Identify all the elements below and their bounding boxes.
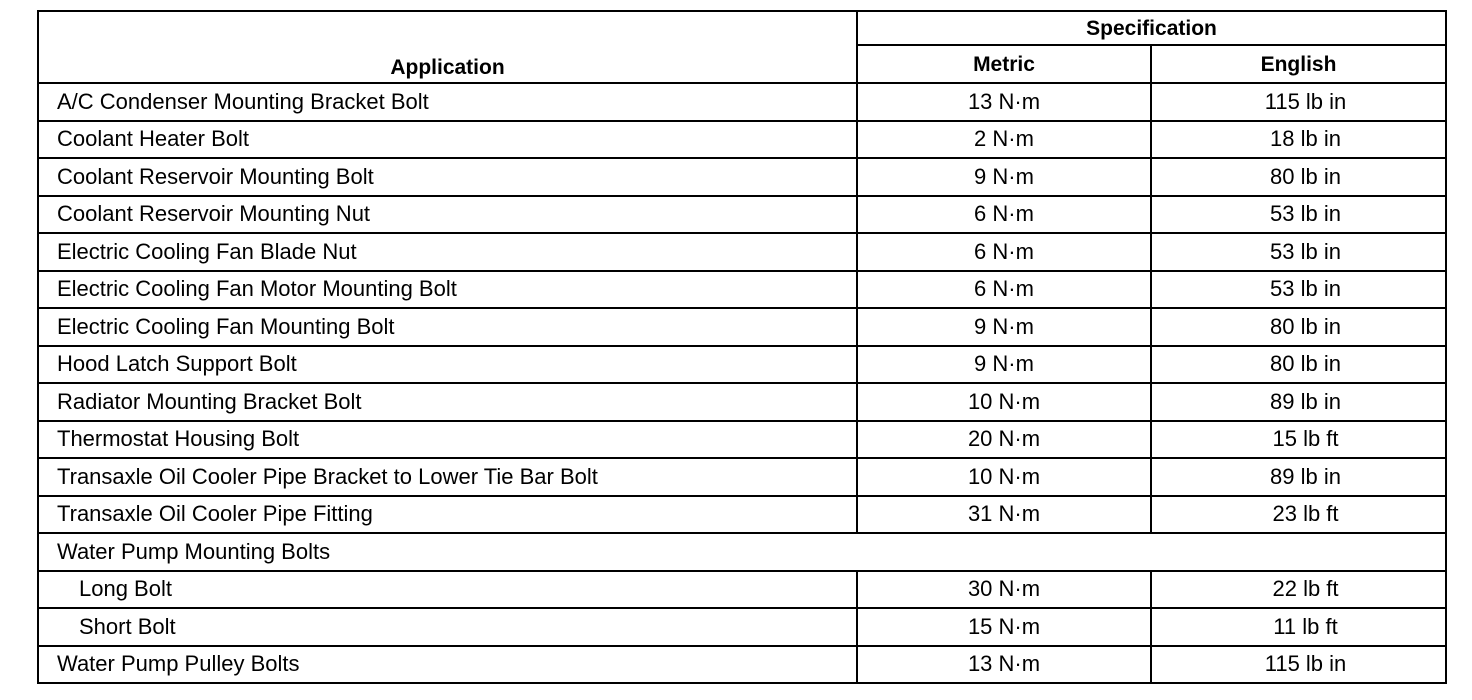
application-cell: Electric Cooling Fan Blade Nut <box>38 233 857 271</box>
sub-application-cell: Short Bolt <box>38 608 857 646</box>
table-row <box>38 646 1446 684</box>
table-row <box>38 83 1446 121</box>
english-cell: 80 lb in <box>1151 308 1446 346</box>
english-cell: 18 lb in <box>1151 121 1446 159</box>
english-cell: 115 lb in <box>1151 83 1446 121</box>
application-cell: Thermostat Housing Bolt <box>38 421 857 459</box>
application-cell: Transaxle Oil Cooler Pipe Fitting <box>38 496 857 534</box>
english-cell: 80 lb in <box>1151 346 1446 384</box>
group-title-cell: Water Pump Mounting Bolts <box>38 533 1446 571</box>
application-cell: Electric Cooling Fan Mounting Bolt <box>38 308 857 346</box>
metric-cell: 9 N·m <box>857 346 1151 384</box>
metric-cell: 15 N·m <box>857 608 1151 646</box>
application-cell: Water Pump Pulley Bolts <box>38 646 857 684</box>
sub-application-cell: Long Bolt <box>38 571 857 609</box>
application-cell: Coolant Reservoir Mounting Nut <box>38 196 857 234</box>
metric-cell: 13 N·m <box>857 646 1151 684</box>
metric-cell: 9 N·m <box>857 158 1151 196</box>
table-row <box>38 346 1446 384</box>
table-row <box>38 383 1446 421</box>
metric-cell: 10 N·m <box>857 458 1151 496</box>
english-cell: 115 lb in <box>1151 646 1446 684</box>
table-row <box>38 121 1446 159</box>
metric-cell: 6 N·m <box>857 233 1151 271</box>
table-row <box>38 458 1446 496</box>
application-cell: Radiator Mounting Bracket Bolt <box>38 383 857 421</box>
application-cell: Hood Latch Support Bolt <box>38 346 857 384</box>
application-cell: Transaxle Oil Cooler Pipe Bracket to Lower Tie Bar Bolt <box>38 458 857 496</box>
application-cell: Electric Cooling Fan Motor Mounting Bolt <box>38 271 857 309</box>
metric-cell: 2 N·m <box>857 121 1151 159</box>
table-row <box>38 496 1446 534</box>
group-header-row <box>38 533 1446 571</box>
english-cell: 53 lb in <box>1151 271 1446 309</box>
english-cell: 22 lb ft <box>1151 571 1446 609</box>
table-row <box>38 158 1446 196</box>
table-row <box>38 196 1446 234</box>
metric-cell: 10 N·m <box>857 383 1151 421</box>
torque-spec-table <box>37 10 1447 684</box>
metric-cell: 30 N·m <box>857 571 1151 609</box>
table-row <box>38 608 1446 646</box>
english-cell: 15 lb ft <box>1151 421 1446 459</box>
english-cell: 53 lb in <box>1151 196 1446 234</box>
table-row <box>38 421 1446 459</box>
specification-column-header: Specification <box>857 11 1446 45</box>
table-row <box>38 308 1446 346</box>
table-body <box>38 83 1446 683</box>
metric-cell: 6 N·m <box>857 271 1151 309</box>
english-cell: 80 lb in <box>1151 158 1446 196</box>
application-cell: Coolant Reservoir Mounting Bolt <box>38 158 857 196</box>
english-cell: 11 lb ft <box>1151 608 1446 646</box>
metric-cell: 20 N·m <box>857 421 1151 459</box>
application-cell: A/C Condenser Mounting Bracket Bolt <box>38 83 857 121</box>
english-cell: 89 lb in <box>1151 458 1446 496</box>
metric-cell: 9 N·m <box>857 308 1151 346</box>
english-cell: 89 lb in <box>1151 383 1446 421</box>
application-cell: Coolant Heater Bolt <box>38 121 857 159</box>
metric-cell: 13 N·m <box>857 83 1151 121</box>
metric-column-header: Metric <box>857 45 1151 83</box>
metric-cell: 6 N·m <box>857 196 1151 234</box>
table-row <box>38 271 1446 309</box>
table-row <box>38 571 1446 609</box>
english-cell: 53 lb in <box>1151 233 1446 271</box>
application-column-header: Application <box>38 11 857 83</box>
table-row <box>38 233 1446 271</box>
metric-cell: 31 N·m <box>857 496 1151 534</box>
table-header <box>38 11 1446 83</box>
english-column-header: English <box>1151 45 1446 83</box>
english-cell: 23 lb ft <box>1151 496 1446 534</box>
